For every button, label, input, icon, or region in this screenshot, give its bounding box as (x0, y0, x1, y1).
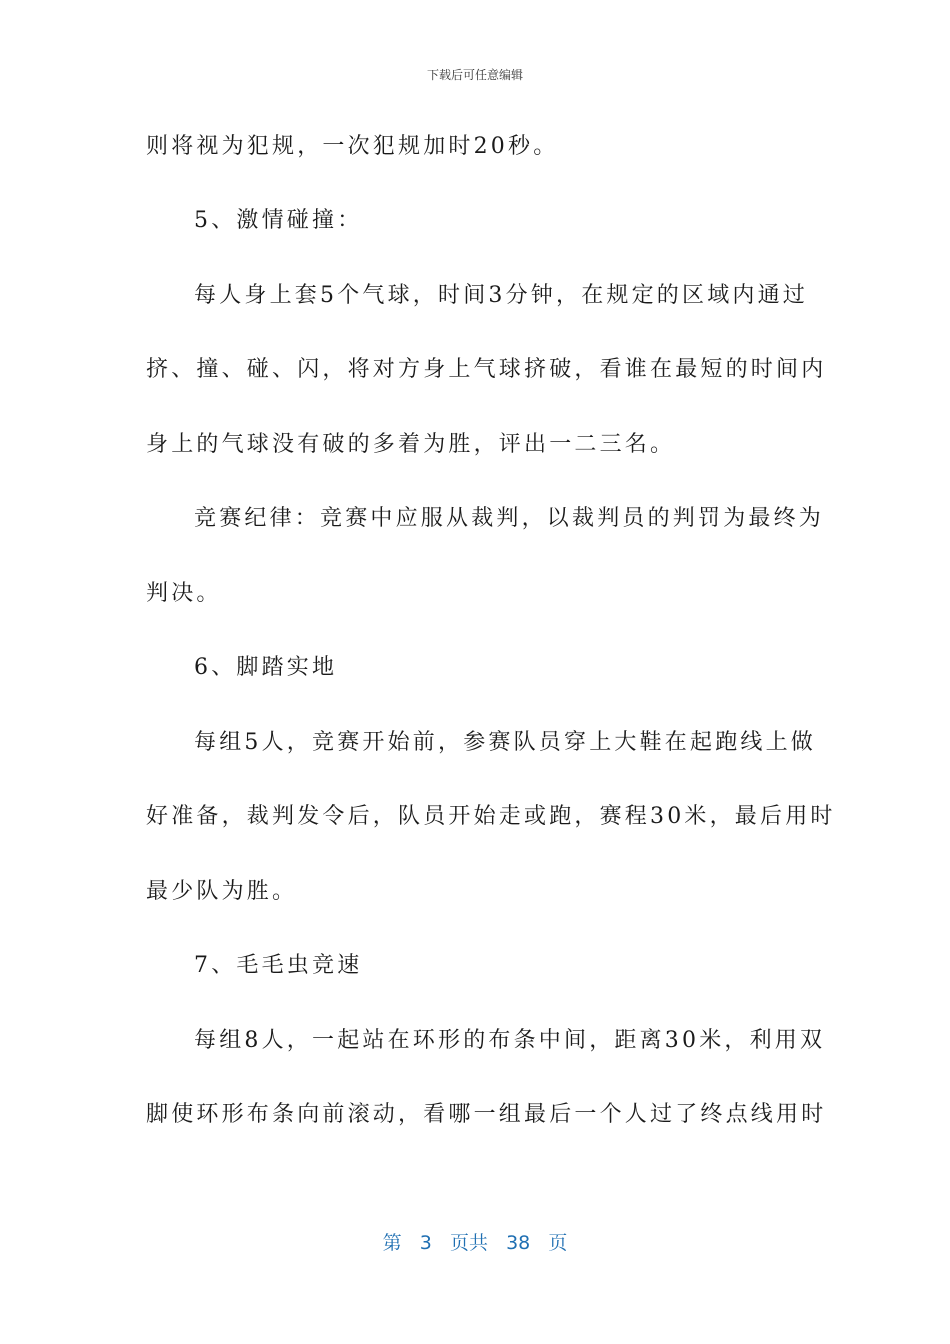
paragraph-line: 好准备，裁判发令后，队员开始走或跑，赛程30米，最后用时 (146, 804, 836, 829)
paragraph-line: 每人身上套5个气球，时间3分钟，在规定的区域内通过 (194, 283, 808, 308)
header-note: 下载后可任意编辑 (426, 68, 523, 82)
footer-prefix: 第 (382, 1232, 402, 1254)
section-heading: 6、脚踏实地 (194, 655, 338, 680)
section-heading: 5、激情碰撞： (194, 208, 363, 233)
page-number-footer (0, 1228, 950, 1255)
paragraph-line: 则将视为犯规，一次犯规加时20秒。 (146, 134, 559, 159)
total-pages-number: 38 (506, 1232, 531, 1254)
paragraph-line: 脚使环形布条向前滚动，看哪一组最后一个人过了终点线用时 (146, 1102, 827, 1127)
paragraph-line: 每组8人，一起站在环形的布条中间，距离30米，利用双 (194, 1028, 826, 1053)
paragraph-line: 身上的气球没有破的多着为胜，评出一二三名。 (146, 432, 676, 457)
paragraph-line: 每组5人，竞赛开始前，参赛队员穿上大鞋在起跑线上做 (194, 730, 816, 755)
current-page-number: 3 (419, 1232, 432, 1254)
paragraph-line: 挤、撞、碰、闪，将对方身上气球挤破，看谁在最短的时间内 (146, 357, 827, 382)
footer-suffix: 页 (548, 1232, 568, 1254)
footer-middle: 页共 (449, 1232, 488, 1254)
paragraph-line: 竞赛纪律：竞赛中应服从裁判，以裁判员的判罚为最终为 (194, 506, 825, 531)
paragraph-line: 判决。 (146, 581, 222, 606)
section-heading: 7、毛毛虫竞速 (194, 953, 363, 978)
paragraph-line: 最少队为胜。 (146, 879, 298, 904)
